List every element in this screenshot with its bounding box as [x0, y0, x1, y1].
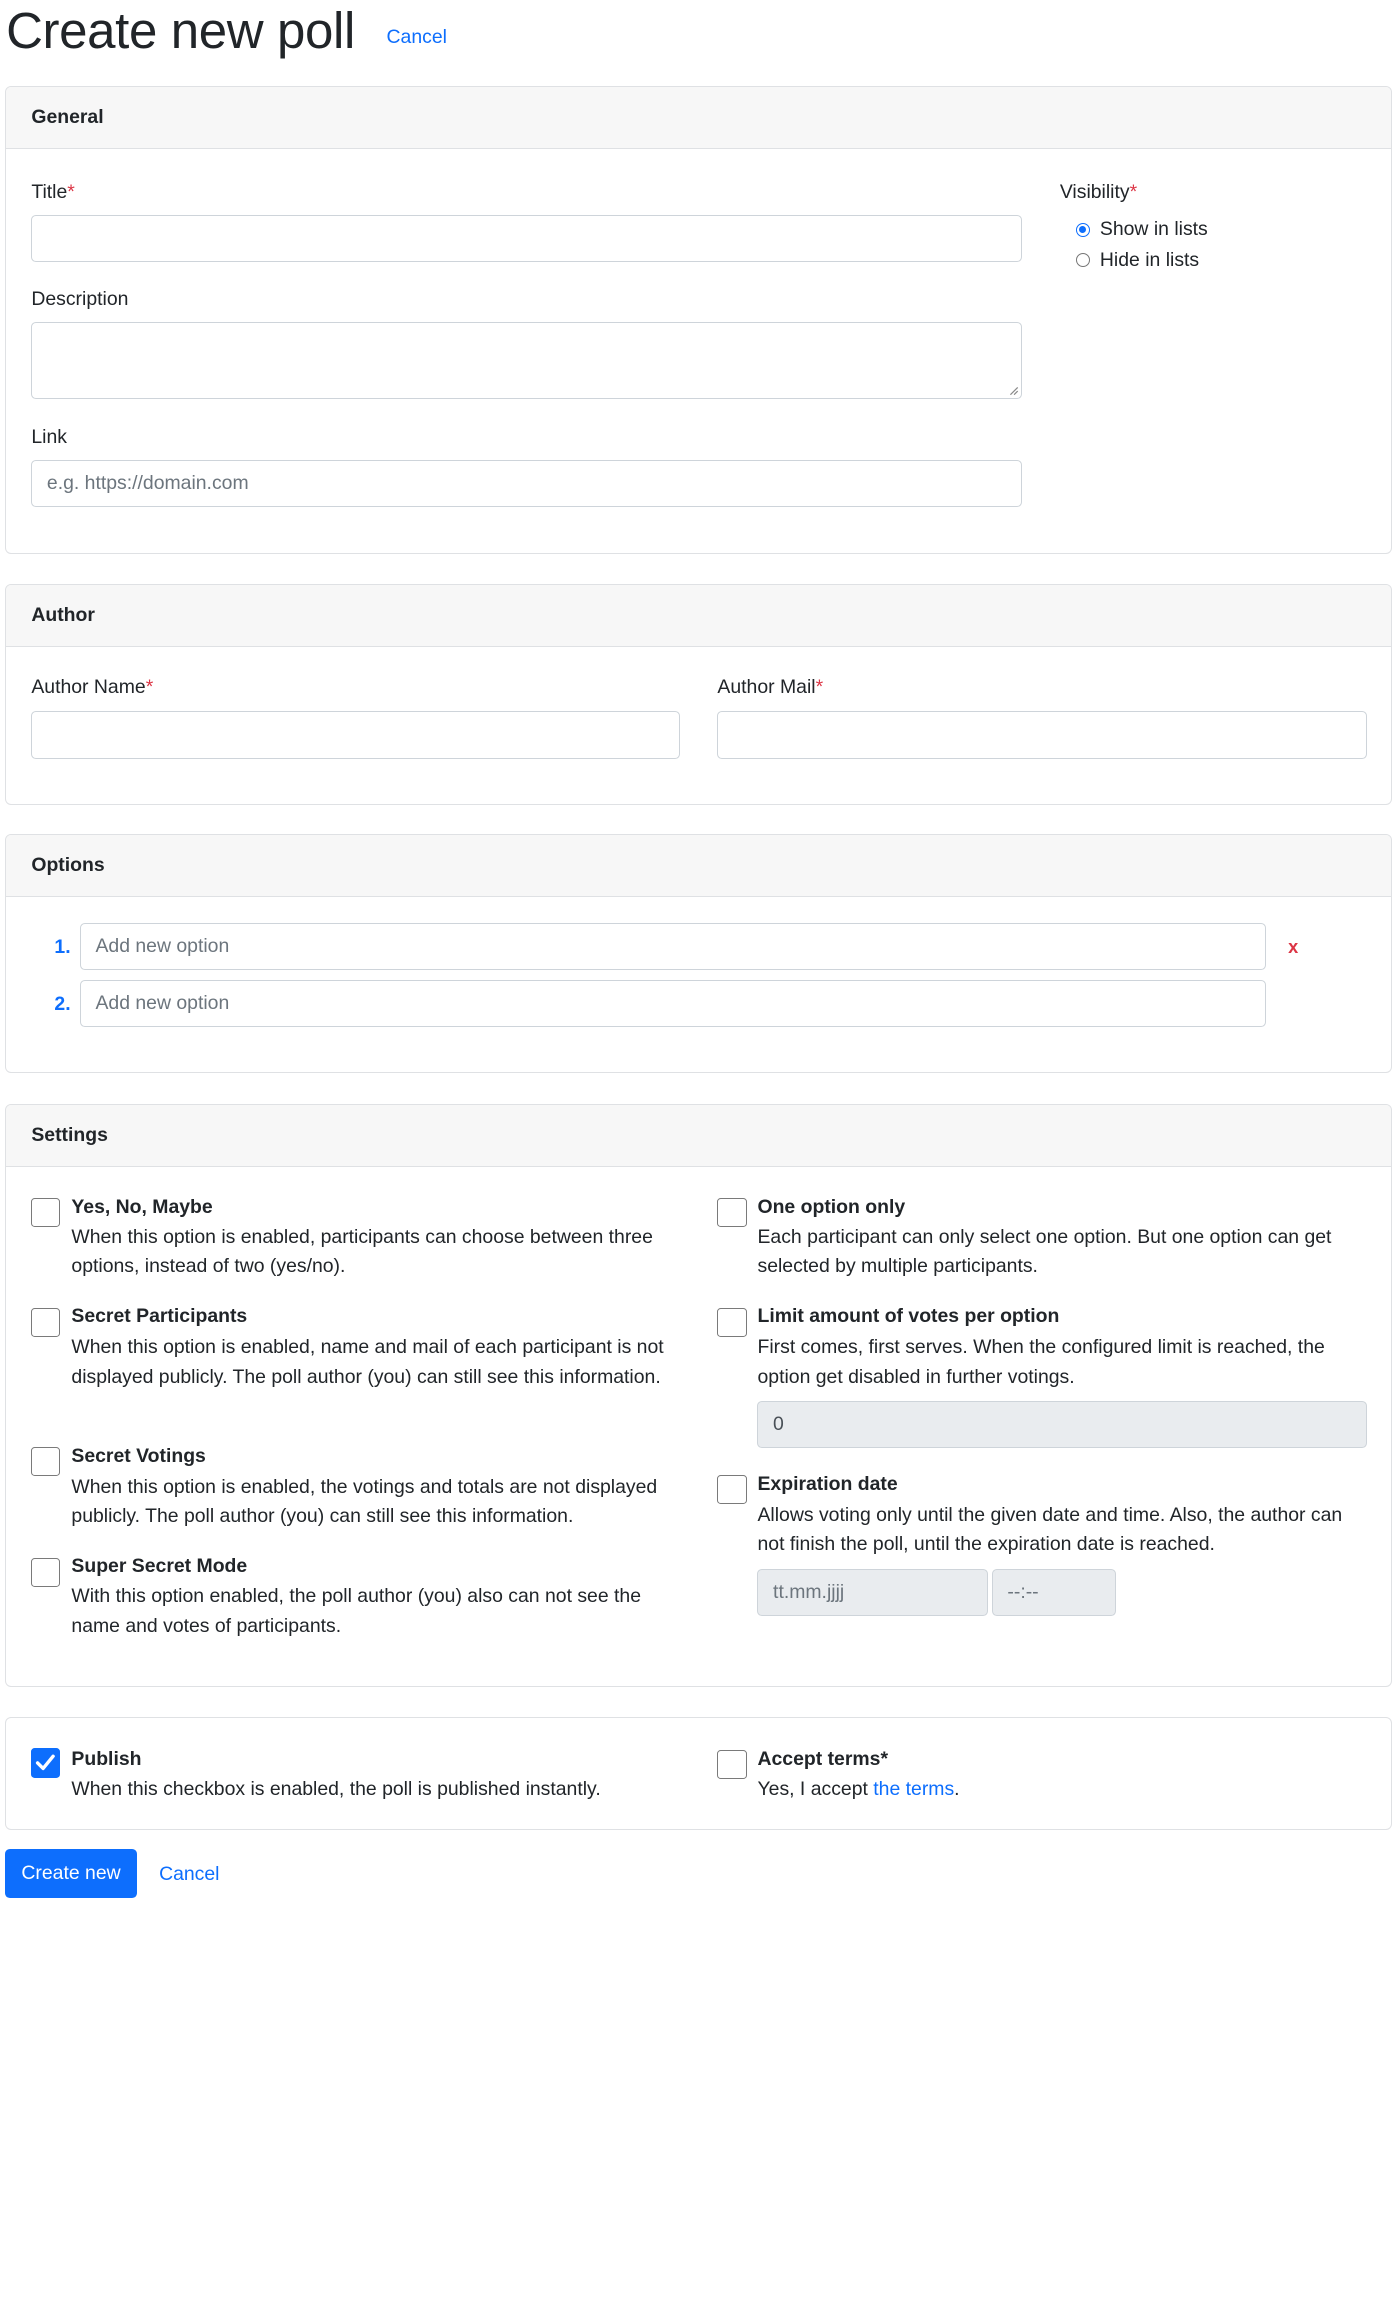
author-name-label-text: Author Name: [31, 676, 146, 699]
terms-link[interactable]: the terms: [873, 1778, 955, 1801]
yes-no-maybe-title: Yes, No, Maybe: [71, 1195, 213, 1218]
secret-participants-desc: When this option is enabled, name and mail of each participant is not displayed publicly. The poll author (you) can still see this information.: [71, 1336, 664, 1388]
description-label: Description: [31, 287, 129, 310]
super-secret-desc: With this option enabled, the poll author (you) also can not see the name and votes of participants.: [71, 1585, 642, 1637]
visibility-hide-option[interactable]: [1076, 249, 1200, 272]
page-header: [6, 0, 447, 63]
checkmark-icon: [32, 1749, 59, 1776]
settings-card: [5, 1104, 1392, 1687]
secret-participants-title: Secret Participants: [71, 1305, 248, 1328]
general-card: [5, 86, 1392, 554]
publish-desc: When this checkbox is enabled, the poll is published instantly.: [71, 1778, 601, 1801]
title-label: [31, 181, 75, 204]
author-mail-label-text: Author Mail: [717, 676, 816, 699]
one-option-desc: Each participant can only select one option. But one option can get selected by multiple participants.: [757, 1225, 1332, 1278]
author-card: [5, 584, 1392, 805]
resize-handle-icon[interactable]: [1008, 385, 1019, 396]
required-marker: *: [67, 180, 75, 203]
publish-title: Publish: [71, 1748, 142, 1771]
accept-terms-checkbox[interactable]: [717, 1750, 746, 1779]
terms-suffix: .: [954, 1778, 960, 1801]
accept-terms-desc: [757, 1775, 1370, 1805]
expiration-title: Expiration date: [757, 1472, 898, 1495]
limit-votes-desc: First comes, first serves. When the configured limit is reached, the option get disabled in further votings.: [757, 1336, 1325, 1388]
title-label-text: Title: [31, 180, 68, 203]
expiration-time-input[interactable]: --:--: [992, 1569, 1116, 1616]
super-secret-title: Super Secret Mode: [71, 1555, 248, 1578]
page-title: Create new poll: [6, 2, 355, 60]
yes-no-maybe-checkbox[interactable]: [31, 1198, 60, 1227]
options-heading: Options: [6, 835, 1391, 897]
option-input-1[interactable]: Add new option: [80, 923, 1266, 970]
visibility-show-label: Show in lists: [1099, 218, 1208, 241]
secret-votings-checkbox[interactable]: [31, 1447, 60, 1476]
super-secret-checkbox[interactable]: [31, 1558, 60, 1587]
option-number: 1.: [54, 936, 71, 958]
limit-votes-checkbox[interactable]: [717, 1308, 746, 1337]
limit-votes-title: Limit amount of votes per option: [757, 1305, 1060, 1328]
link-input[interactable]: e.g. https://domain.com: [31, 460, 1022, 507]
required-marker: *: [145, 676, 154, 699]
one-option-title: One option only: [757, 1195, 906, 1218]
option-input-2[interactable]: Add new option: [80, 980, 1266, 1027]
visibility-label-text: Visibility: [1059, 180, 1130, 203]
option-number: 2.: [54, 993, 71, 1016]
terms-prefix: Yes, I accept: [757, 1778, 874, 1801]
settings-heading: Settings: [6, 1105, 1391, 1167]
secret-votings-desc: When this option is enabled, the votings and totals are not displayed publicly. The poll author (you) can still see this information.: [71, 1475, 658, 1528]
secret-participants-checkbox[interactable]: [31, 1308, 60, 1337]
options-card: [5, 834, 1392, 1073]
expiration-date-input[interactable]: tt.mm.jjjj: [757, 1569, 988, 1616]
visibility-label: [1060, 181, 1137, 204]
header-cancel-link[interactable]: Cancel: [386, 26, 447, 49]
required-marker: *: [1129, 180, 1138, 203]
visibility-show-option[interactable]: [1076, 218, 1208, 241]
one-option-checkbox[interactable]: [717, 1198, 746, 1227]
author-heading: Author: [6, 585, 1391, 647]
author-mail-input[interactable]: [717, 711, 1367, 758]
create-new-button[interactable]: Create new: [5, 1849, 137, 1898]
required-marker: *: [815, 676, 824, 699]
general-heading: General: [6, 87, 1391, 149]
title-input[interactable]: [31, 215, 1022, 262]
author-name-label: [31, 676, 153, 699]
secret-votings-title: Secret Votings: [71, 1444, 206, 1467]
radio-unselected-icon[interactable]: [1076, 253, 1091, 268]
accept-terms-title: Accept terms*: [757, 1748, 888, 1771]
author-name-input[interactable]: [31, 711, 679, 758]
expiration-desc: Allows voting only until the given date and time. Also, the author can not finish the poll, until the expiration date is reached.: [757, 1503, 1343, 1556]
visibility-hide-label: Hide in lists: [1099, 248, 1200, 271]
expiration-checkbox[interactable]: [717, 1475, 746, 1504]
limit-votes-input[interactable]: 0: [757, 1401, 1367, 1448]
footer-cancel-link[interactable]: Cancel: [159, 1862, 220, 1885]
author-mail-label: [717, 676, 823, 699]
publish-card: [5, 1717, 1392, 1830]
remove-option-icon[interactable]: x: [1288, 937, 1299, 958]
link-label: Link: [31, 425, 67, 448]
radio-selected-icon[interactable]: [1076, 223, 1091, 238]
yes-no-maybe-desc: When this option is enabled, participants can choose between three options, instead of two (yes/no).: [71, 1225, 653, 1278]
description-textarea[interactable]: [31, 322, 1022, 400]
publish-checkbox[interactable]: [31, 1748, 60, 1777]
